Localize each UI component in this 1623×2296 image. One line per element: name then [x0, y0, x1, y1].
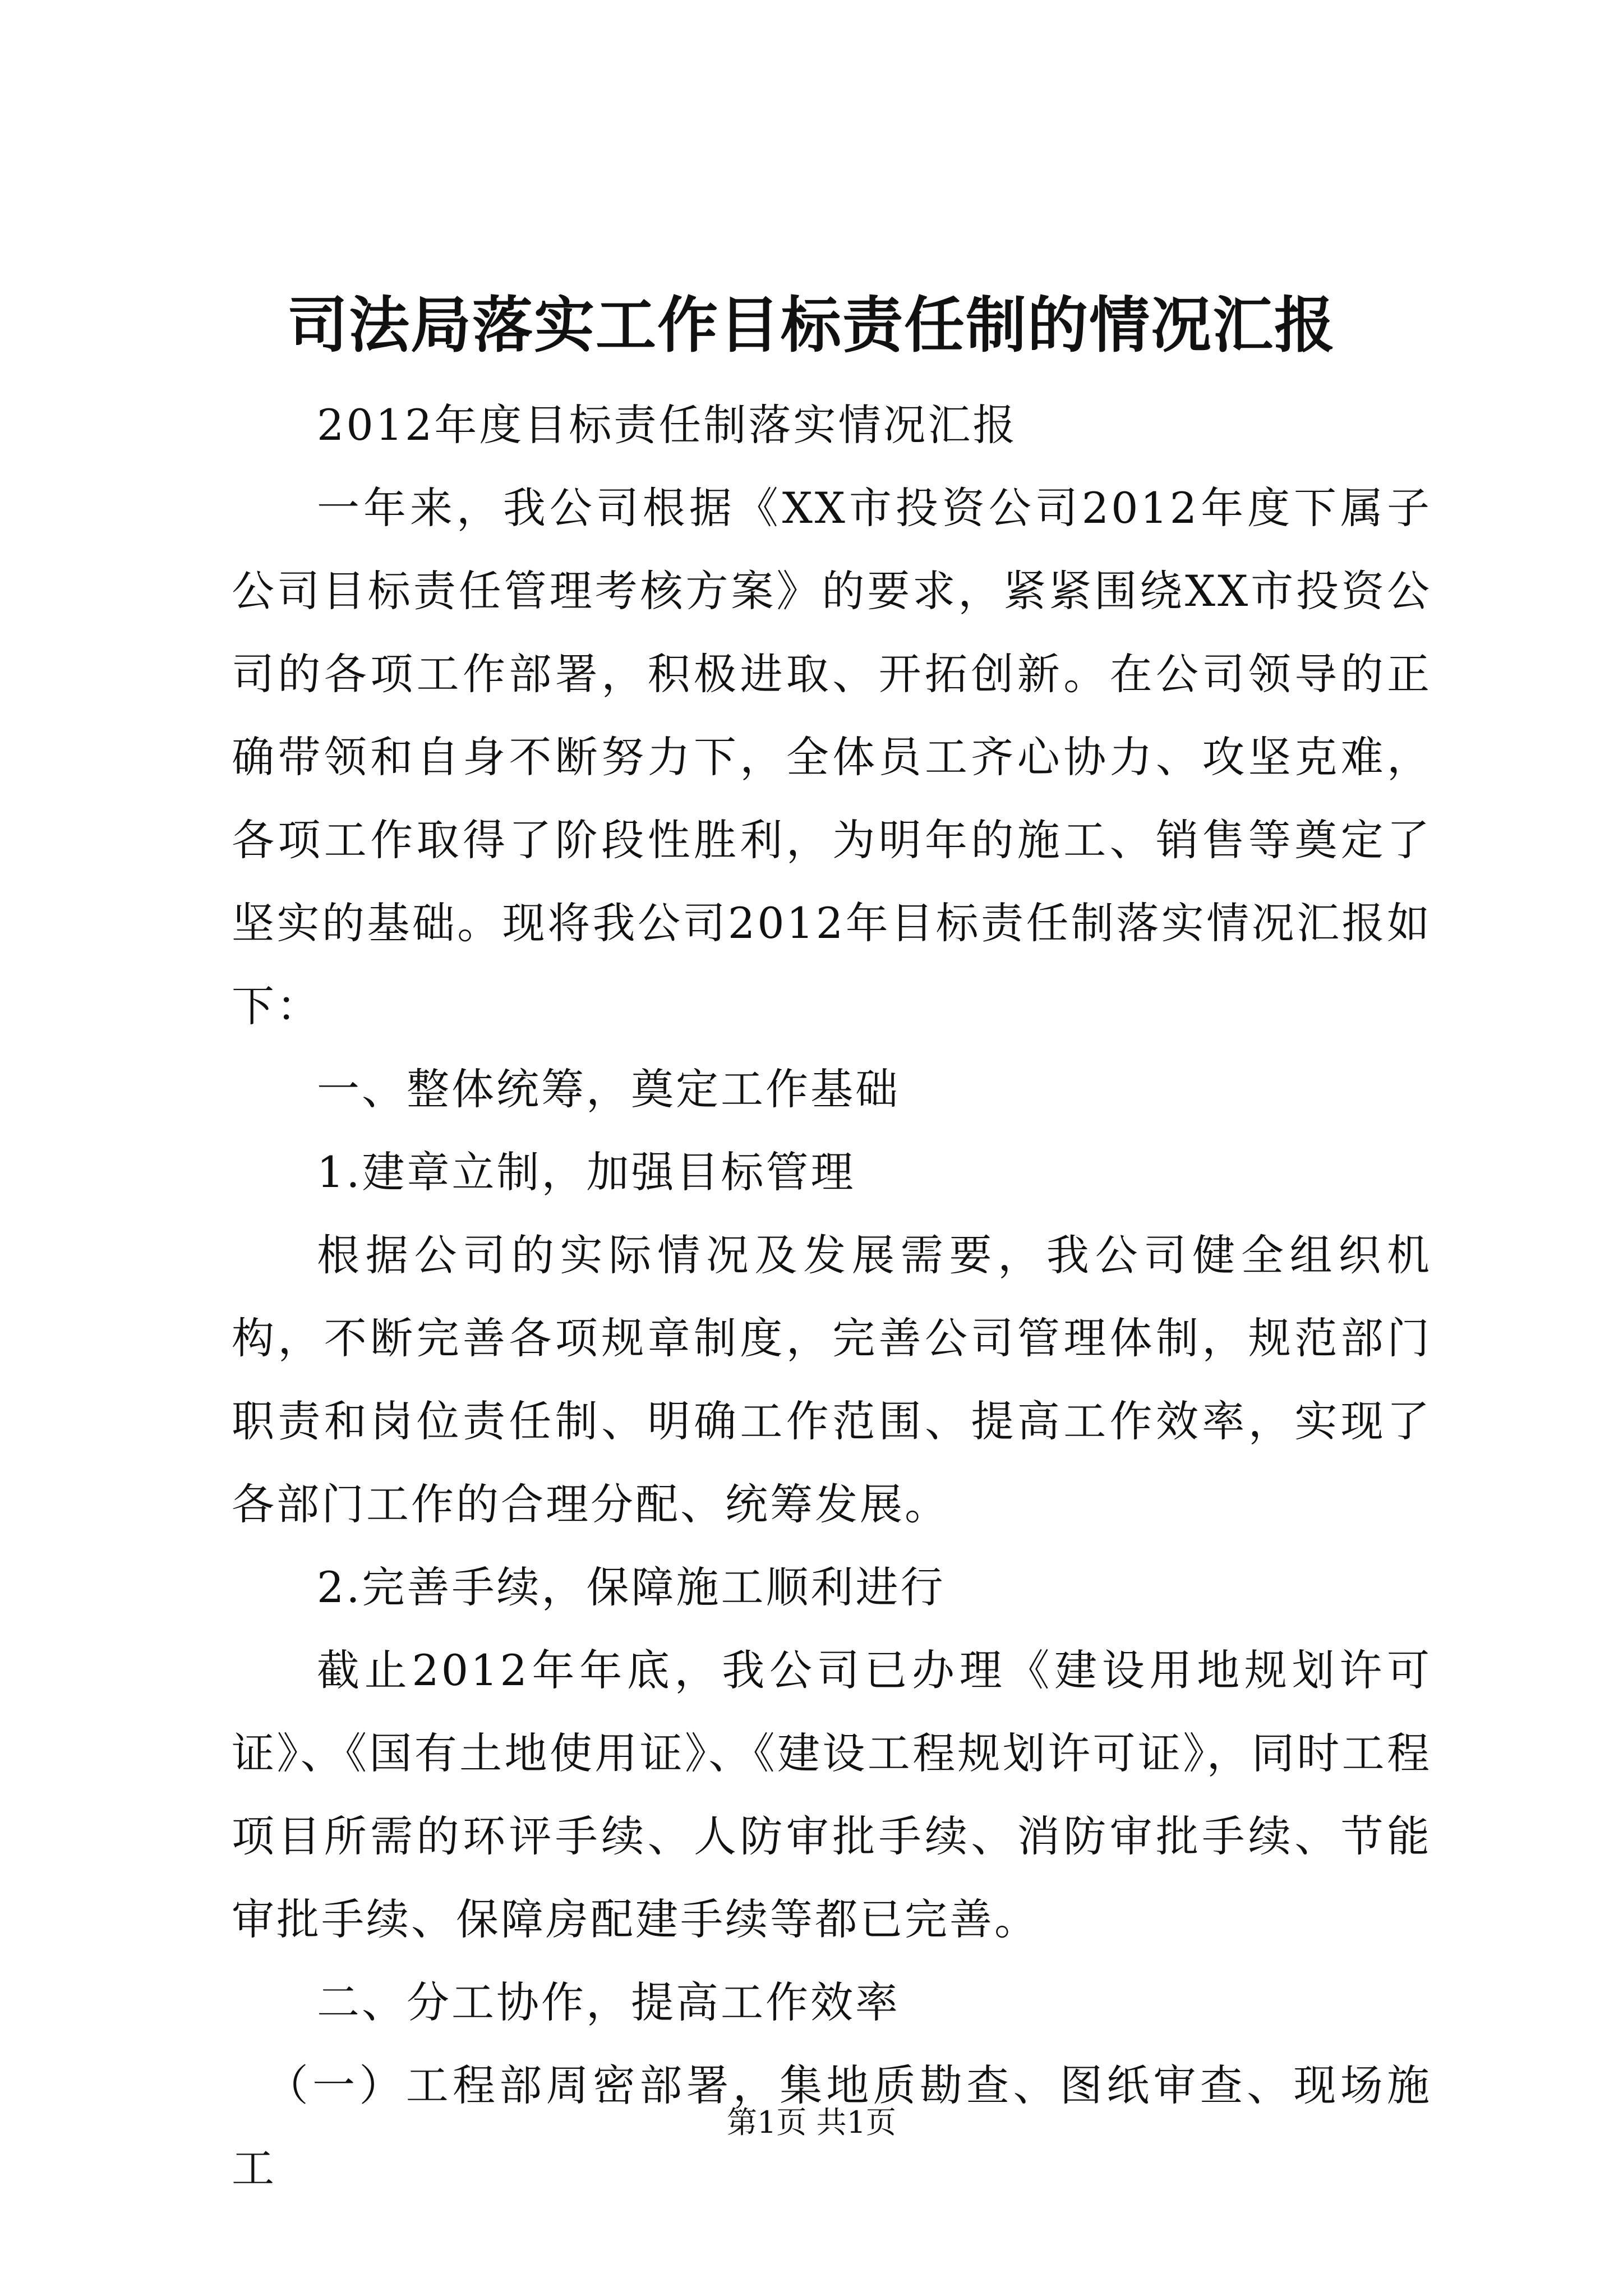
subsection-heading-1-2: 2.完善手续，保障施工顺利进行: [317, 1562, 946, 1612]
subtitle-paragraph: 2012年度目标责任制落实情况汇报: [317, 400, 1018, 450]
section-heading-1: 一、整体统筹，奠定工作基础: [317, 1064, 900, 1114]
section-heading-2: 二、分工协作，提高工作效率: [317, 1977, 900, 2027]
subsection-heading-1-1: 1.建章立制，加强目标管理: [317, 1147, 856, 1197]
body-paragraph: 根据公司的实际情况及发展需要，我公司健全组织机构，不断完善各项规章制度，完善公司管理体制，规范部门职责和岗位责任制、明确工作范围、提高工作效率，实现了各部门工作的合理分配、统筹发展。: [232, 1230, 1432, 1529]
intro-paragraph: 一年来，我公司根据《XX市投资公司2012年度下属子公司目标责任管理考核方案》的要求，紧紧围绕XX市投资公司的各项工作部署，积极进取、开拓创新。在公司领导的正确带领和自身不断努力下，全体员工齐心协力、攻坚克难，各项工作取得了阶段性胜利，为明年的施工、销售等奠定了坚实的基础。现将我公司2012年目标责任制落实情况汇报如下：: [232, 483, 1432, 1031]
document-body: [232, 384, 1432, 2210]
body-paragraph: 截止2012年年底，我公司已办理《建设用地规划许可证》、《国有土地使用证》、《建设工程规划许可证》，同时工程项目所需的环评手续、人防审批手续、消防审批手续、节能审批手续、保障房配建手续等都已完善。: [232, 1645, 1432, 1944]
document-title: 司法局落实工作目标责任制的情况汇报: [287, 290, 1336, 361]
body-paragraph: （一）工程部周密部署，集地质勘查、图纸审查、现场施工: [232, 2060, 1432, 2193]
page-footer: 第1页 共1页: [727, 2105, 896, 2140]
